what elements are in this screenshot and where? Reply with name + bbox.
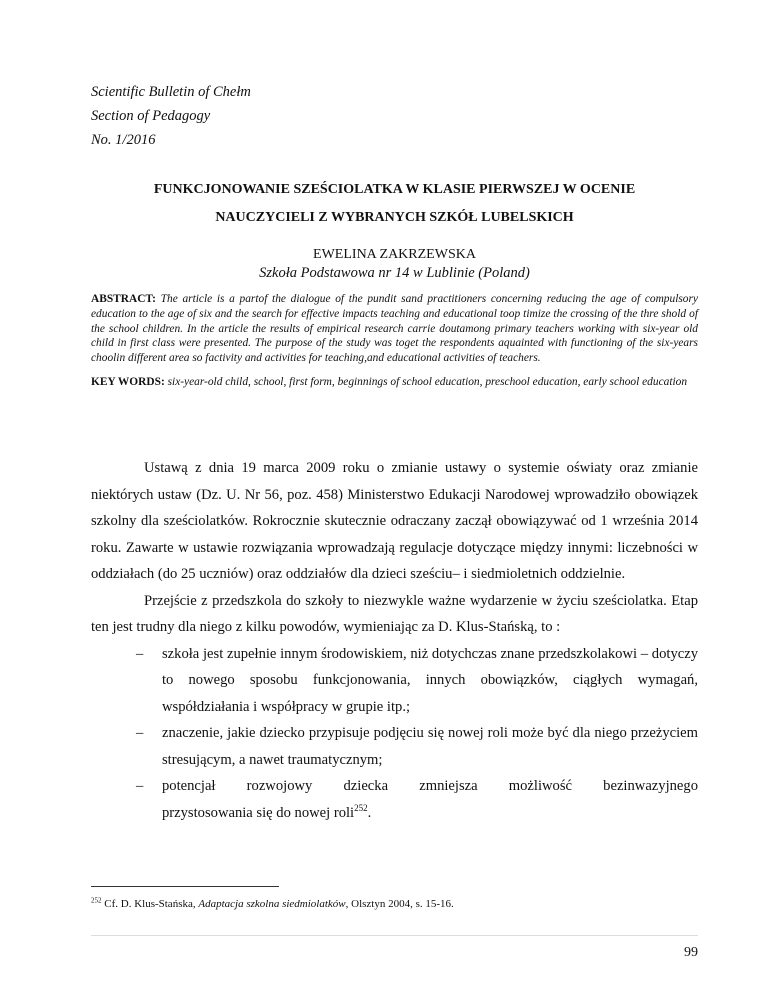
author-affiliation: Szkoła Podstawowa nr 14 w Lublinie (Poland) bbox=[259, 265, 530, 281]
journal-name: Scientific Bulletin of Chełm bbox=[91, 84, 251, 100]
footnote-number: 252 bbox=[91, 896, 102, 905]
footnote-text-after: , Olsztyn 2004, s. 15-16. bbox=[345, 898, 454, 910]
list-item-end: . bbox=[367, 804, 372, 821]
journal-section: Section of Pedagogy bbox=[91, 108, 211, 124]
abstract-label: ABSTRACT: bbox=[91, 293, 156, 305]
dash-list bbox=[91, 641, 698, 827]
page-number: 99 bbox=[684, 945, 698, 960]
title-line-1: FUNKCJONOWANIE SZEŚCIOLATKA W KLASIE PIERWSZEJ W OCENIE bbox=[153, 182, 636, 197]
journal-header bbox=[91, 80, 251, 152]
journal-issue: No. 1/2016 bbox=[91, 132, 156, 148]
list-item: – szkoła jest zupełnie innym środowiskiem, niż dotychczas znane przedszkolakowi – dotyczy to nowego sposobu funkcjonowania, innych obowiązków, ciągłych wymagań, współdziałania i współpracy w grupie itp.; bbox=[91, 641, 698, 721]
footnote-divider bbox=[91, 886, 279, 887]
list-item-text: przystosowania się do nowej roli bbox=[162, 804, 355, 821]
footnote-text-before: Cf. D. Klus-Stańska, bbox=[104, 898, 199, 910]
author-name: EWELINA ZAKRZEWSKA bbox=[313, 247, 476, 262]
body-paragraph-1: Ustawą z dnia 19 marca 2009 roku o zmianie ustawy o systemie oświaty oraz zmianie niektórych ustaw (Dz. U. Nr 56, poz. 458) Ministerstwo Edukacji Narodowej wprowadziło obowiązek szkolny dla sześciolatków. Rokrocznie skutecznie odraczany zaczął obowiązywać od 1 września 2014 roku. Zawarte w ustawie rozwiązania wprowadzają regulacje dotyczące między innymi: liczebności w oddziałach (do 25 uczniów) oraz oddziałów dla dzieci sześciu– i siedmioletnich oddzielnie. bbox=[91, 460, 698, 582]
list-item bbox=[91, 773, 698, 826]
list-item-line: – potencjał rozwojowy dziecka zmniejsza możliwość bezinwazyjnego bbox=[162, 778, 698, 794]
footnote-title: Adaptacja szkolna siedmiolatków bbox=[198, 898, 346, 910]
keywords-text: six-year-old child, school, first form, beginnings of school education, preschool education, early school education bbox=[167, 376, 688, 388]
article-body bbox=[91, 455, 698, 826]
title-line-2: NAUCZYCIELI Z WYBRANYCH SZKÓŁ LUBELSKICH bbox=[215, 210, 574, 225]
abstract-text: The article is a partof the dialogue of the pundit sand practitioners concerning reducing the age of compulsory education to the age of six and the search for effective impacts teaching and educational toop timize the crossing of the thre shold of the school children. In the article the results of empirical research carrie doutamong primary teachers working with six-year old child in first class were presented. The purpose of the study was toget the respondents aquainted with functioning of the six-years choolin different area so factivity and activities for teaching,and educational activities of teachers. bbox=[91, 293, 698, 365]
keywords bbox=[91, 375, 698, 390]
article-title bbox=[91, 176, 698, 232]
keywords-label: KEY WORDS: bbox=[91, 376, 165, 388]
page-divider bbox=[91, 935, 698, 936]
list-item-line-2 bbox=[162, 800, 698, 827]
body-paragraph-2: Przejście z przedszkola do szkoły to niezwykle ważne wydarzenie w życiu sześciolatka. Etap ten jest trudny dla niego z kilku powodów, wymieniając za D. Klus-Stańską, to : bbox=[91, 592, 698, 635]
footnote bbox=[91, 897, 454, 911]
footnote-ref[interactable]: 252 bbox=[354, 802, 368, 813]
list-item: – znaczenie, jakie dziecko przypisuje podjęciu się nowej roli może być dla niego przeżyciem stresującym, a nawet traumatycznym; bbox=[91, 720, 698, 773]
abstract bbox=[91, 292, 698, 366]
